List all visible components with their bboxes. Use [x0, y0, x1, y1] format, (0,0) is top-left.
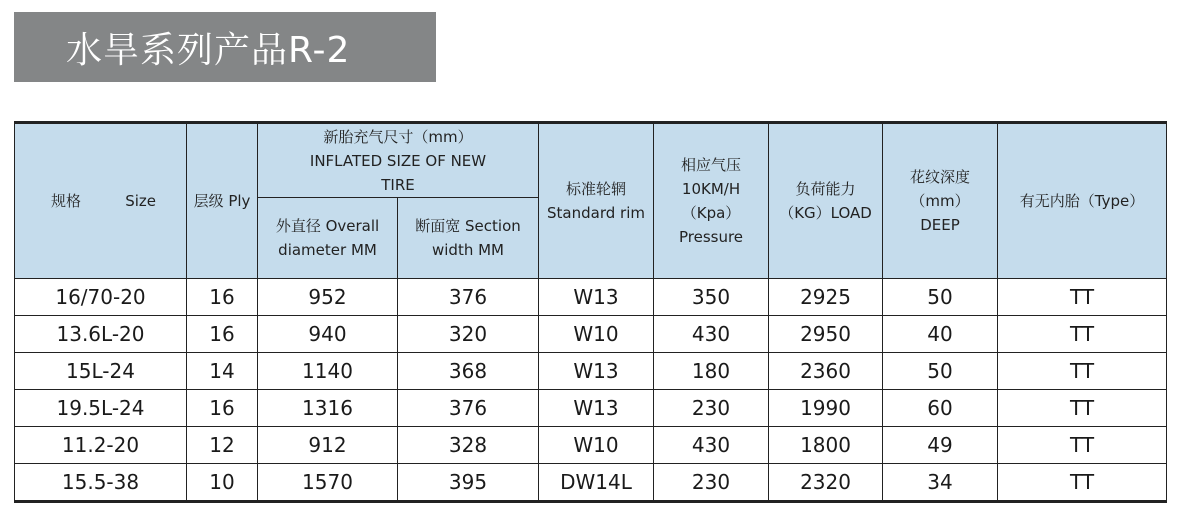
cell-ply: 14 [187, 353, 258, 390]
cell-rim: W10 [539, 427, 654, 464]
cell-width: 376 [398, 390, 539, 427]
cell-pressure: 350 [654, 279, 769, 316]
cell-width: 328 [398, 427, 539, 464]
cell-diameter: 940 [258, 316, 398, 353]
header-pressure: 相应气压 10KM/H （Kpa） Pressure [654, 123, 769, 279]
cell-rim: W10 [539, 316, 654, 353]
cell-load: 2320 [769, 464, 883, 502]
title-banner [14, 12, 436, 82]
cell-deep: 34 [883, 464, 998, 502]
cell-type: TT [998, 427, 1167, 464]
cell-type: TT [998, 279, 1167, 316]
page-title: 水旱系列产品R-2 [66, 29, 351, 71]
table-row [15, 279, 1167, 316]
cell-rim: DW14L [539, 464, 654, 502]
cell-deep: 50 [883, 279, 998, 316]
cell-load: 1800 [769, 427, 883, 464]
table-body [15, 279, 1167, 502]
cell-pressure: 430 [654, 427, 769, 464]
cell-rim: W13 [539, 353, 654, 390]
header-rim: 标准轮辋 Standard rim [539, 123, 654, 279]
header-inflated-size: 新胎充气尺寸（mm） INFLATED SIZE OF NEW TIRE [258, 123, 539, 198]
cell-size: 13.6L-20 [15, 316, 187, 353]
cell-width: 376 [398, 279, 539, 316]
cell-width: 395 [398, 464, 539, 502]
cell-deep: 50 [883, 353, 998, 390]
cell-load: 2950 [769, 316, 883, 353]
header-size-en: Size [125, 192, 156, 210]
cell-size: 19.5L-24 [15, 390, 187, 427]
cell-width: 368 [398, 353, 539, 390]
cell-size: 16/70-20 [15, 279, 187, 316]
header-ply: 层级 Ply [187, 123, 258, 279]
cell-diameter: 952 [258, 279, 398, 316]
cell-type: TT [998, 316, 1167, 353]
cell-diameter: 1316 [258, 390, 398, 427]
cell-deep: 40 [883, 316, 998, 353]
cell-load: 2360 [769, 353, 883, 390]
cell-load: 2925 [769, 279, 883, 316]
table-row [15, 353, 1167, 390]
header-section-width: 断面宽 Section width MM [398, 198, 539, 279]
cell-rim: W13 [539, 279, 654, 316]
cell-deep: 60 [883, 390, 998, 427]
cell-ply: 16 [187, 279, 258, 316]
cell-size: 11.2-20 [15, 427, 187, 464]
header-overall-diameter: 外直径 Overall diameter MM [258, 198, 398, 279]
table-row [15, 390, 1167, 427]
header-deep: 花纹深度 （mm）DEEP [883, 123, 998, 279]
cell-width: 320 [398, 316, 539, 353]
cell-rim: W13 [539, 390, 654, 427]
header-type: 有无内胎（Type） [998, 123, 1167, 279]
cell-diameter: 912 [258, 427, 398, 464]
cell-ply: 16 [187, 316, 258, 353]
cell-ply: 16 [187, 390, 258, 427]
table-row [15, 464, 1167, 502]
cell-size: 15.5-38 [15, 464, 187, 502]
cell-pressure: 230 [654, 464, 769, 502]
cell-ply: 10 [187, 464, 258, 502]
cell-deep: 49 [883, 427, 998, 464]
table-row [15, 427, 1167, 464]
cell-type: TT [998, 464, 1167, 502]
header-size [15, 123, 187, 279]
cell-type: TT [998, 353, 1167, 390]
cell-type: TT [998, 390, 1167, 427]
cell-ply: 12 [187, 427, 258, 464]
table-row [15, 316, 1167, 353]
header-size-cn: 规格 [51, 192, 82, 210]
cell-size: 15L-24 [15, 353, 187, 390]
cell-diameter: 1140 [258, 353, 398, 390]
cell-diameter: 1570 [258, 464, 398, 502]
cell-pressure: 230 [654, 390, 769, 427]
cell-load: 1990 [769, 390, 883, 427]
header-load: 负荷能力 （KG）LOAD [769, 123, 883, 279]
cell-pressure: 180 [654, 353, 769, 390]
cell-pressure: 430 [654, 316, 769, 353]
tire-spec-table [14, 121, 1167, 503]
